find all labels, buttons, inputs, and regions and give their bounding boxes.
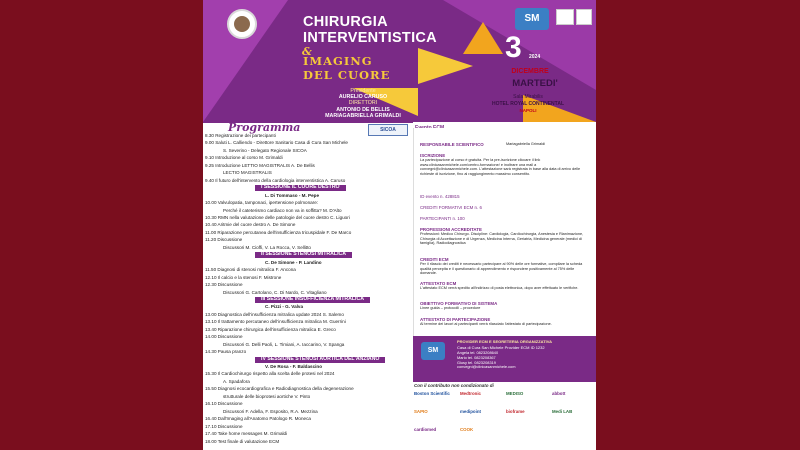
programme-line: 16.40 Dall'Imaging all'Anatomo Patologo R. Moneca — [205, 416, 311, 421]
programme-line: Discussori G. Delli Paoli, L. Timiani, A. Iaccarino, V. Spanga — [223, 342, 345, 347]
event-year: 2024 — [529, 54, 541, 60]
venue-city: NAPOLI — [519, 108, 537, 113]
iscrizione-label: ISCRIZIONE — [420, 153, 446, 158]
programme-line: 13.00 Diagnostica dell'insufficienza mitralica update 2024 S. Salemo — [205, 312, 344, 317]
venue-room: Sala Mirabilis — [513, 94, 543, 100]
partecipazione-label: ATTESTATO DI PARTECIPAZIONE — [420, 317, 491, 322]
provider-contact: Mario tel. 0823208367 — [457, 354, 496, 360]
programme-line: Perché il cateterismo cardiaco non va in soffitta? M. D'Alto — [223, 208, 342, 213]
programme-line: 14.00 Discussione — [205, 334, 243, 339]
programme-line: LECTIO MAGISTRALIS — [223, 170, 272, 175]
partecipanti: PARTECIPANTI n. 100 — [420, 216, 465, 221]
region-logo — [556, 9, 574, 25]
programme-line: 11.50 Diagnosi di stenosi mitralica F. Ancona — [205, 267, 296, 272]
session-header: III SESSIONE INSUFFICIENZA MITRALICA — [255, 297, 370, 303]
provider-contact: convegni@clinicasanmichele.com — [457, 364, 516, 370]
attestato-text: L'attestato ECM verrà spedito all'indirizzo di posta elettronica, dopo aver effettuato le verifiche. — [420, 286, 579, 290]
president-name: AURELIO CARUSO — [338, 94, 388, 101]
session-header: IV SESSIONE STENOSI AORTICA DEL'ANZIANO — [255, 357, 385, 363]
programme-line: 12.10 Il calcio e la stenosi F. Mistrone — [205, 275, 282, 280]
programme-line: 15.50 Diagnosi ecocardiografica e Radiodiagnostica della degenerazione — [205, 386, 354, 391]
council-logo — [576, 9, 592, 25]
poster-header — [203, 0, 596, 122]
hospital-logo — [227, 9, 257, 39]
programme-line: 9.40 Il futuro dell'intervento della cardiologia interventistica A. Caruso — [205, 178, 346, 183]
programme-line: 13.40 Riparazione chirurgica dell'insufficienza mitralica E. Greco — [205, 327, 336, 332]
obiettivo-text: Linee guida – protocolli – procedure — [420, 306, 481, 310]
title-line-1: CHIRURGIA — [303, 14, 388, 30]
president-block — [303, 88, 423, 119]
provider-box — [413, 336, 596, 382]
directors-label: DIRETTORI — [348, 100, 378, 107]
provider-line-1: PROVIDER ECM E SEGRETERIA ORGANIZZATIVA — [457, 339, 553, 344]
session-header: II SESSIONE STENOSI MITRALICA — [255, 252, 352, 258]
programme-line: 16.10 Discussione — [205, 401, 243, 406]
programme-line: strutturale delle bioprotesi aortiche V. Pinto — [223, 394, 311, 399]
programme-line: C. De Simone - P. Landino — [265, 260, 322, 265]
programme-line: 18.00 Test finale di valutazione ECM — [205, 439, 280, 444]
event-month: DICEMBRE — [511, 68, 549, 75]
obiettivo-label: OBIETTIVO FORMATIVO DI SISTEMA — [420, 301, 498, 306]
sponsors-area — [408, 383, 596, 450]
crediti-text: Per il rilascio dei crediti è necessario partecipare al 90% delle ore formative, compilare la scheda qualità percepita e il questionario di apprendimento e rispondere positivamente al 75% delle domande. — [420, 262, 583, 276]
provider-line-2: Casa di Cura San Michele Provider ECM ID 1232 — [457, 345, 545, 350]
programme-line: 10.00 Valvulopatia, tamponaci, ipertensione polmonare: — [205, 200, 319, 205]
info-panel — [413, 128, 592, 363]
programme-line: S. Severino - Delegato Regionale SICOA — [223, 148, 307, 153]
programme-line: 17.40 Take home messages M. Grimaldi — [205, 431, 288, 436]
resp-name: Mariagabriella Grimaldi — [506, 142, 546, 146]
partecipazione-text: Al termine dei lavori ai partecipanti verrà rilasciato l'attestato di partecipazione. — [420, 322, 552, 326]
programme-line: 13.10 Il trattamento percutaneo dell'insufficienza mitralica M. Guerrini — [205, 319, 346, 324]
id-evento: ID evento n. 428815 — [420, 194, 460, 199]
sponsor-logo: abbott — [552, 391, 566, 396]
programme-line: 17.10 Discussione — [205, 424, 243, 429]
president-label: Presidente — [350, 88, 376, 94]
programme-line: Discussori M. Cioffi, V. La Rocca, V. Sellitto — [223, 245, 311, 250]
crediti-ecm: CREDITI FORMATIVI ECM n. 6 — [420, 205, 482, 210]
programme-line: 14.30 Pausa pranzo — [205, 349, 247, 354]
programme-line: 12.30 Discussione — [205, 282, 243, 287]
title-line-2: INTERVENTISTICA — [303, 30, 437, 46]
programme-line: 15.30 Il Cardiochirurgo rispetto alla scelta delle protesi nel 2024 — [205, 371, 335, 376]
title-line-4: DEL CUORE — [303, 68, 391, 82]
sponsor-logo: Medtronic — [460, 391, 481, 396]
venue-hotel: HOTEL ROYAL CONTINENTAL — [491, 101, 565, 107]
provider-contact: Giusy tel. 0823208319 — [457, 359, 496, 365]
sponsor-logo: SAPIO — [414, 409, 428, 414]
sponsor-logo: MEDISO — [506, 391, 524, 396]
programme-list — [205, 133, 410, 448]
sponsor-logo: medipoint — [460, 409, 481, 414]
programme-line: 10.40 Aritmie del cuore destro A. De Simone — [205, 222, 296, 227]
programme-line: 9.10 Introduzione al corso M. Grimaldi — [205, 155, 283, 160]
sm-logo: SM — [515, 8, 549, 30]
programme-title: Programma — [228, 121, 301, 134]
professioni-text: Professioni: Medico Chirurgo. Discipline: Cardiologia, Cardiochirurgia, Anestesia e Rianimazione, Chirurgia di Accettazione e di Urgenza, Medicina Interna, Geriatria, Medicina generale (medici di famiglia), Radiodiagnostica — [420, 232, 584, 246]
title-ampersand: & — [302, 45, 312, 58]
programme-line: Discussori F. Adella, F. Esposito, R.A. Mezzina — [223, 409, 318, 414]
sicoa-logo: SICOA — [368, 124, 408, 136]
sponsor-logo: COOK — [460, 427, 474, 432]
programme-line: 8.30 Registrazione dei partecipanti — [205, 133, 276, 138]
event-weekday: MARTEDI' — [512, 78, 558, 89]
sponsor-logo: Medi LAB — [552, 409, 573, 414]
sponsor-logo: bioframe — [506, 409, 525, 414]
programme-line: V. De Rosa - F. Baldascino — [265, 364, 323, 369]
sponsor-logo: Boston Scientific — [414, 391, 450, 396]
resp-label: RESPONSABILE SCIENTIFICO — [420, 142, 484, 147]
provider-contact: Angela tel. 0823208640 — [457, 350, 499, 355]
provider-logo: SM — [421, 342, 445, 360]
poster — [203, 0, 596, 450]
session-header: I SESSIONE IL CUORE DESTRO — [255, 185, 346, 191]
programme-line: C. Pizzi - G. Valva — [265, 304, 304, 309]
title-line-3: IMAGING — [303, 54, 373, 68]
programme-line: A. Spadafora — [223, 379, 250, 384]
programme-line: 9.25 Introduzione LETTIO MAGISTRALIS A. De Bellis — [205, 163, 315, 168]
crediti-label: CREDITI ECM — [420, 257, 449, 262]
programme-line: L. Di Tommaso - M. Pepe — [265, 193, 320, 198]
decor-triangle — [463, 22, 503, 54]
event-day: 3 — [505, 31, 522, 64]
programme-line: Discussori G. Cartolano, C. Di Nardo, C. Vitagliano — [223, 290, 327, 295]
programme-line: 9.00 Saluti L. Calliendo - Direttore Sanitario Casa di Cura San Michele — [205, 140, 348, 145]
programme-line: 11.00 Riparazione percutanea dell'insufficienza tricuspidale F. De Marco — [205, 230, 352, 235]
attestato-label: ATTESTATO ECM — [420, 281, 457, 286]
sponsor-label: Con il contributo non condizionato di — [414, 383, 494, 388]
iscrizione-text: La partecipazione al corso è gratuita. Per la pre-iscrizione cliccare il link www.clinicasanmichele.com/centro-formazione/ e inoltrare una mail a convegni@clinicasanmichele.com. L'attestazione sarà registrata in base alla data di arrivo delle richieste di iscrizione, fino al raggiungimento massimo consentito. — [420, 158, 581, 176]
professioni-label: PROFESSIONI ACCREDITATE — [420, 227, 482, 232]
provider-contacts — [457, 351, 515, 370]
director-2: MARIAGABRIELLA GRIMALDI — [325, 112, 401, 119]
director-1: ANTONIO DE BELLIS — [336, 106, 390, 113]
sponsor-logo: cardiomed — [414, 427, 437, 432]
programme-line: 10.30 RMN nella valutazione delle patologie del cuore destro C. Liguori — [205, 215, 350, 220]
programme-line: 11.20 Discussione — [205, 237, 243, 242]
